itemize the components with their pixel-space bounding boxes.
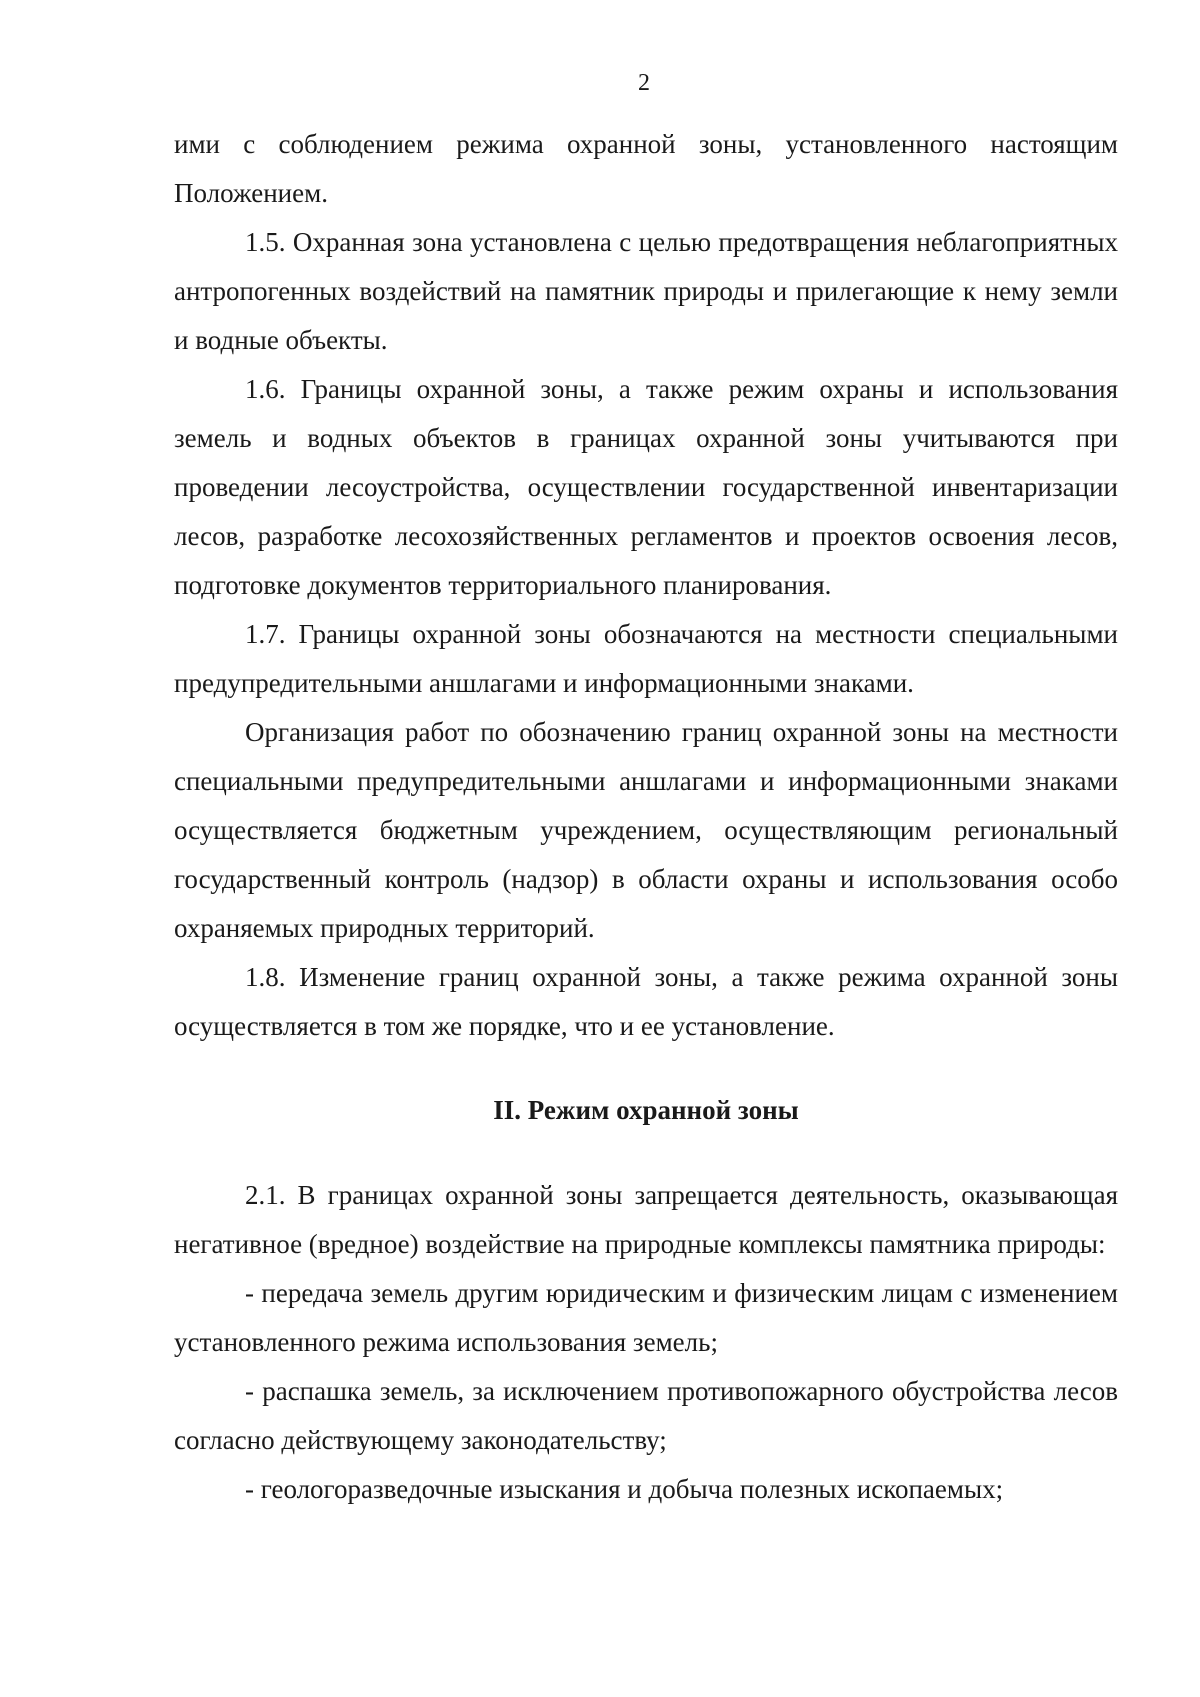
section-heading: II. Режим охранной зоны bbox=[493, 1095, 799, 1125]
paragraph-2-1: 2.1. В границах охранной зоны запрещается деятельность, оказывающая негативное (вредное) воздействие на природные комплексы памятника природы: bbox=[174, 1180, 1118, 1259]
list-item-land-transfer: - передача земель другим юридическим и физическим лицам с изменением установленного режима использования земель; bbox=[174, 1278, 1118, 1357]
document-body bbox=[174, 120, 1118, 1514]
list-item-geology: - геологоразведочные изыскания и добыча полезных ископаемых; bbox=[245, 1474, 1004, 1504]
paragraph-1-6: 1.6. Границы охранной зоны, а также режим охраны и использования земель и водных объектов в границах охранной зоны учитываются при проведении лесоустройства, осуществлении государственной инвентаризации лесов, разработке лесохозяйственных регламентов и проектов освоения лесов, подготовке документов территориального планирования. bbox=[174, 374, 1118, 600]
paragraph-organization: Организация работ по обозначению границ охранной зоны на местности специальными предупредительными аншлагами и информационными знаками осуществляется бюджетным учреждением, осуществляющим региональный государственный контроль (надзор) в области охраны и использования особо охраняемых природных территорий. bbox=[174, 717, 1118, 943]
list-item-plowing: - распашка земель, за исключением противопожарного обустройства лесов согласно действующему законодательству; bbox=[174, 1376, 1118, 1455]
paragraph-1-5: 1.5. Охранная зона установлена с целью предотвращения неблагоприятных антропогенных воздействий на памятник природы и прилегающие к нему земли и водные объекты. bbox=[174, 227, 1118, 355]
page-number: 2 bbox=[638, 70, 650, 96]
paragraph-1-8: 1.8. Изменение границ охранной зоны, а также режима охранной зоны осуществляется в том же порядке, что и ее установление. bbox=[174, 962, 1118, 1041]
paragraph-continuation: ими с соблюдением режима охранной зоны, установленного настоящим Положением. bbox=[174, 129, 1118, 208]
paragraph-1-7: 1.7. Границы охранной зоны обозначаются на местности специальными предупредительными аншлагами и информационными знаками. bbox=[174, 619, 1118, 698]
